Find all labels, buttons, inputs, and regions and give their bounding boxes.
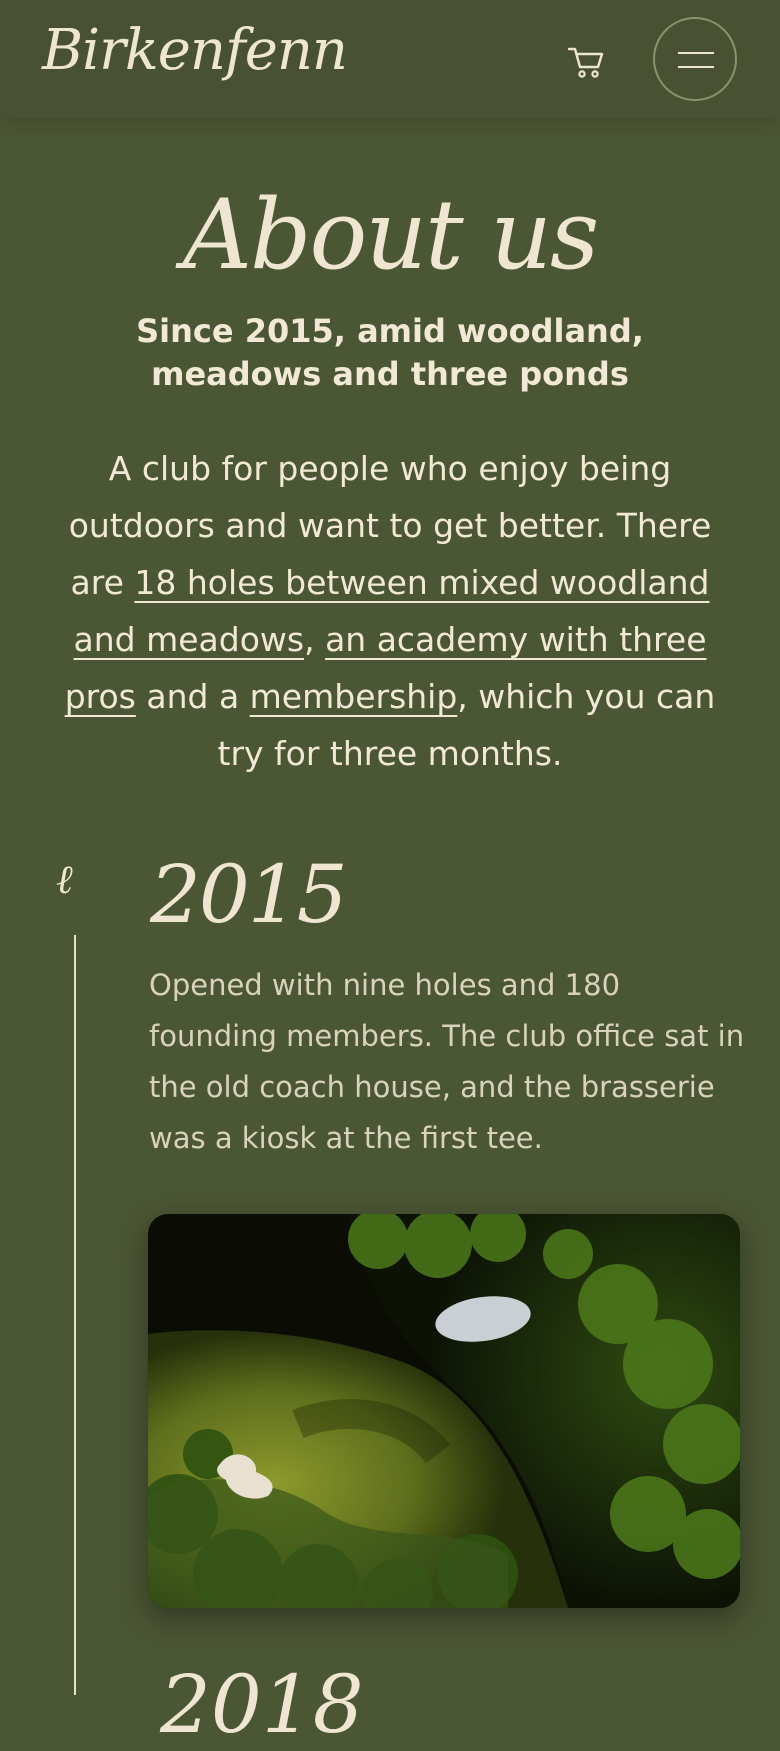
hamburger-menu-icon [678, 52, 714, 54]
timeline-marker-icon: ℓ [56, 857, 73, 903]
intro-text: and a [135, 677, 250, 716]
photo-illustration [148, 1214, 740, 1608]
membership-link[interactable]: membership [249, 677, 458, 716]
academy-link[interactable]: an academy with three pros [64, 620, 707, 716]
timeline-year: 2015 [150, 848, 346, 941]
holes-link[interactable]: 18 holes between mixed woodland and meadows [73, 563, 710, 659]
timeline-line [74, 935, 76, 1695]
intro-text: , [304, 620, 326, 659]
timeline-description: Opened with nine holes and 180 founding members. The club office sat in the old coach house, and the brasserie was a kiosk at the first tee. [149, 968, 745, 1155]
timeline-next-year: 2018 [160, 1658, 364, 1751]
site-logo[interactable]: Birkenfenn [42, 18, 347, 83]
shopping-cart-icon[interactable] [566, 42, 606, 82]
about-intro [40, 440, 740, 782]
about-subtitle: Since 2015, amid woodland, meadows and three ponds [136, 312, 644, 393]
menu-button[interactable] [653, 17, 737, 101]
intro-text: , which you can try for three months. [217, 677, 716, 773]
hamburger-menu-icon-line [678, 66, 714, 68]
site-header [0, 0, 780, 118]
page-title: About us [182, 179, 598, 291]
aerial-golf-course-photo [148, 1214, 740, 1608]
intro-text: A club for people who enjoy being outdoors and want to get better. There are [68, 449, 712, 602]
